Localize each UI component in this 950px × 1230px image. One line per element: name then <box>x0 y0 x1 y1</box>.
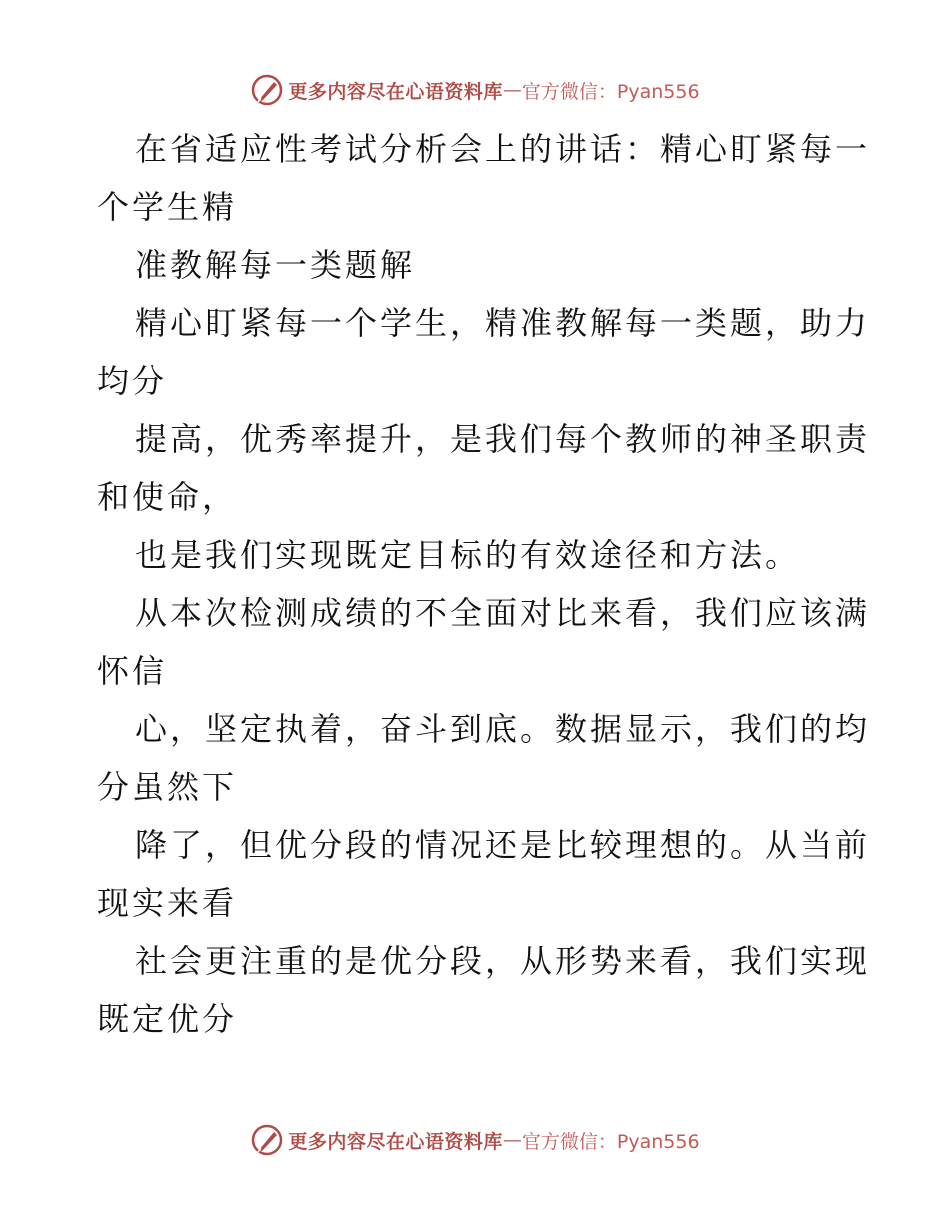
header-main-text: 更多内容尽在心语资料库 <box>288 80 503 103</box>
body-line: 现实来看 <box>97 884 238 922</box>
body-line: 分虽然下 <box>97 768 238 806</box>
footer-dash: — <box>502 1129 522 1151</box>
body-line: 准教解每一类题解 <box>135 246 416 284</box>
quill-pen-in-circle-icon <box>250 73 284 107</box>
body-line: 既定优分 <box>97 1000 238 1038</box>
body-line: 精心盯紧每一个学生，精准教解每一类题，助力 <box>135 304 871 342</box>
header-dash: — <box>502 79 522 101</box>
body-line: 社会更注重的是优分段，从形势来看，我们实现 <box>135 942 871 980</box>
header-wechat-text: 官方微信：Pyan556 <box>521 80 700 103</box>
header-banner <box>0 70 950 110</box>
quill-pen-in-circle-icon <box>250 1123 284 1157</box>
body-line: 均分 <box>97 362 168 400</box>
document-body <box>97 120 871 1048</box>
footer-banner <box>0 1120 950 1160</box>
body-line: 提高，优秀率提升，是我们每个教师的神圣职责 <box>135 420 871 458</box>
body-line: 个学生精 <box>97 188 238 226</box>
body-line: 降了，但优分段的情况还是比较理想的。从当前 <box>135 826 871 864</box>
footer-main-text: 更多内容尽在心语资料库 <box>288 1130 503 1153</box>
body-line: 怀信 <box>97 652 168 690</box>
body-line: 和使命， <box>97 478 238 516</box>
body-line: 在省适应性考试分析会上的讲话：精心盯紧每一 <box>135 130 871 168</box>
body-line: 从本次检测成绩的不全面对比来看，我们应该满 <box>135 594 871 632</box>
body-line: 心，坚定执着，奋斗到底。数据显示，我们的均 <box>135 710 871 748</box>
body-line: 也是我们实现既定目标的有效途径和方法。 <box>135 536 801 574</box>
footer-wechat-text: 官方微信：Pyan556 <box>521 1130 700 1153</box>
